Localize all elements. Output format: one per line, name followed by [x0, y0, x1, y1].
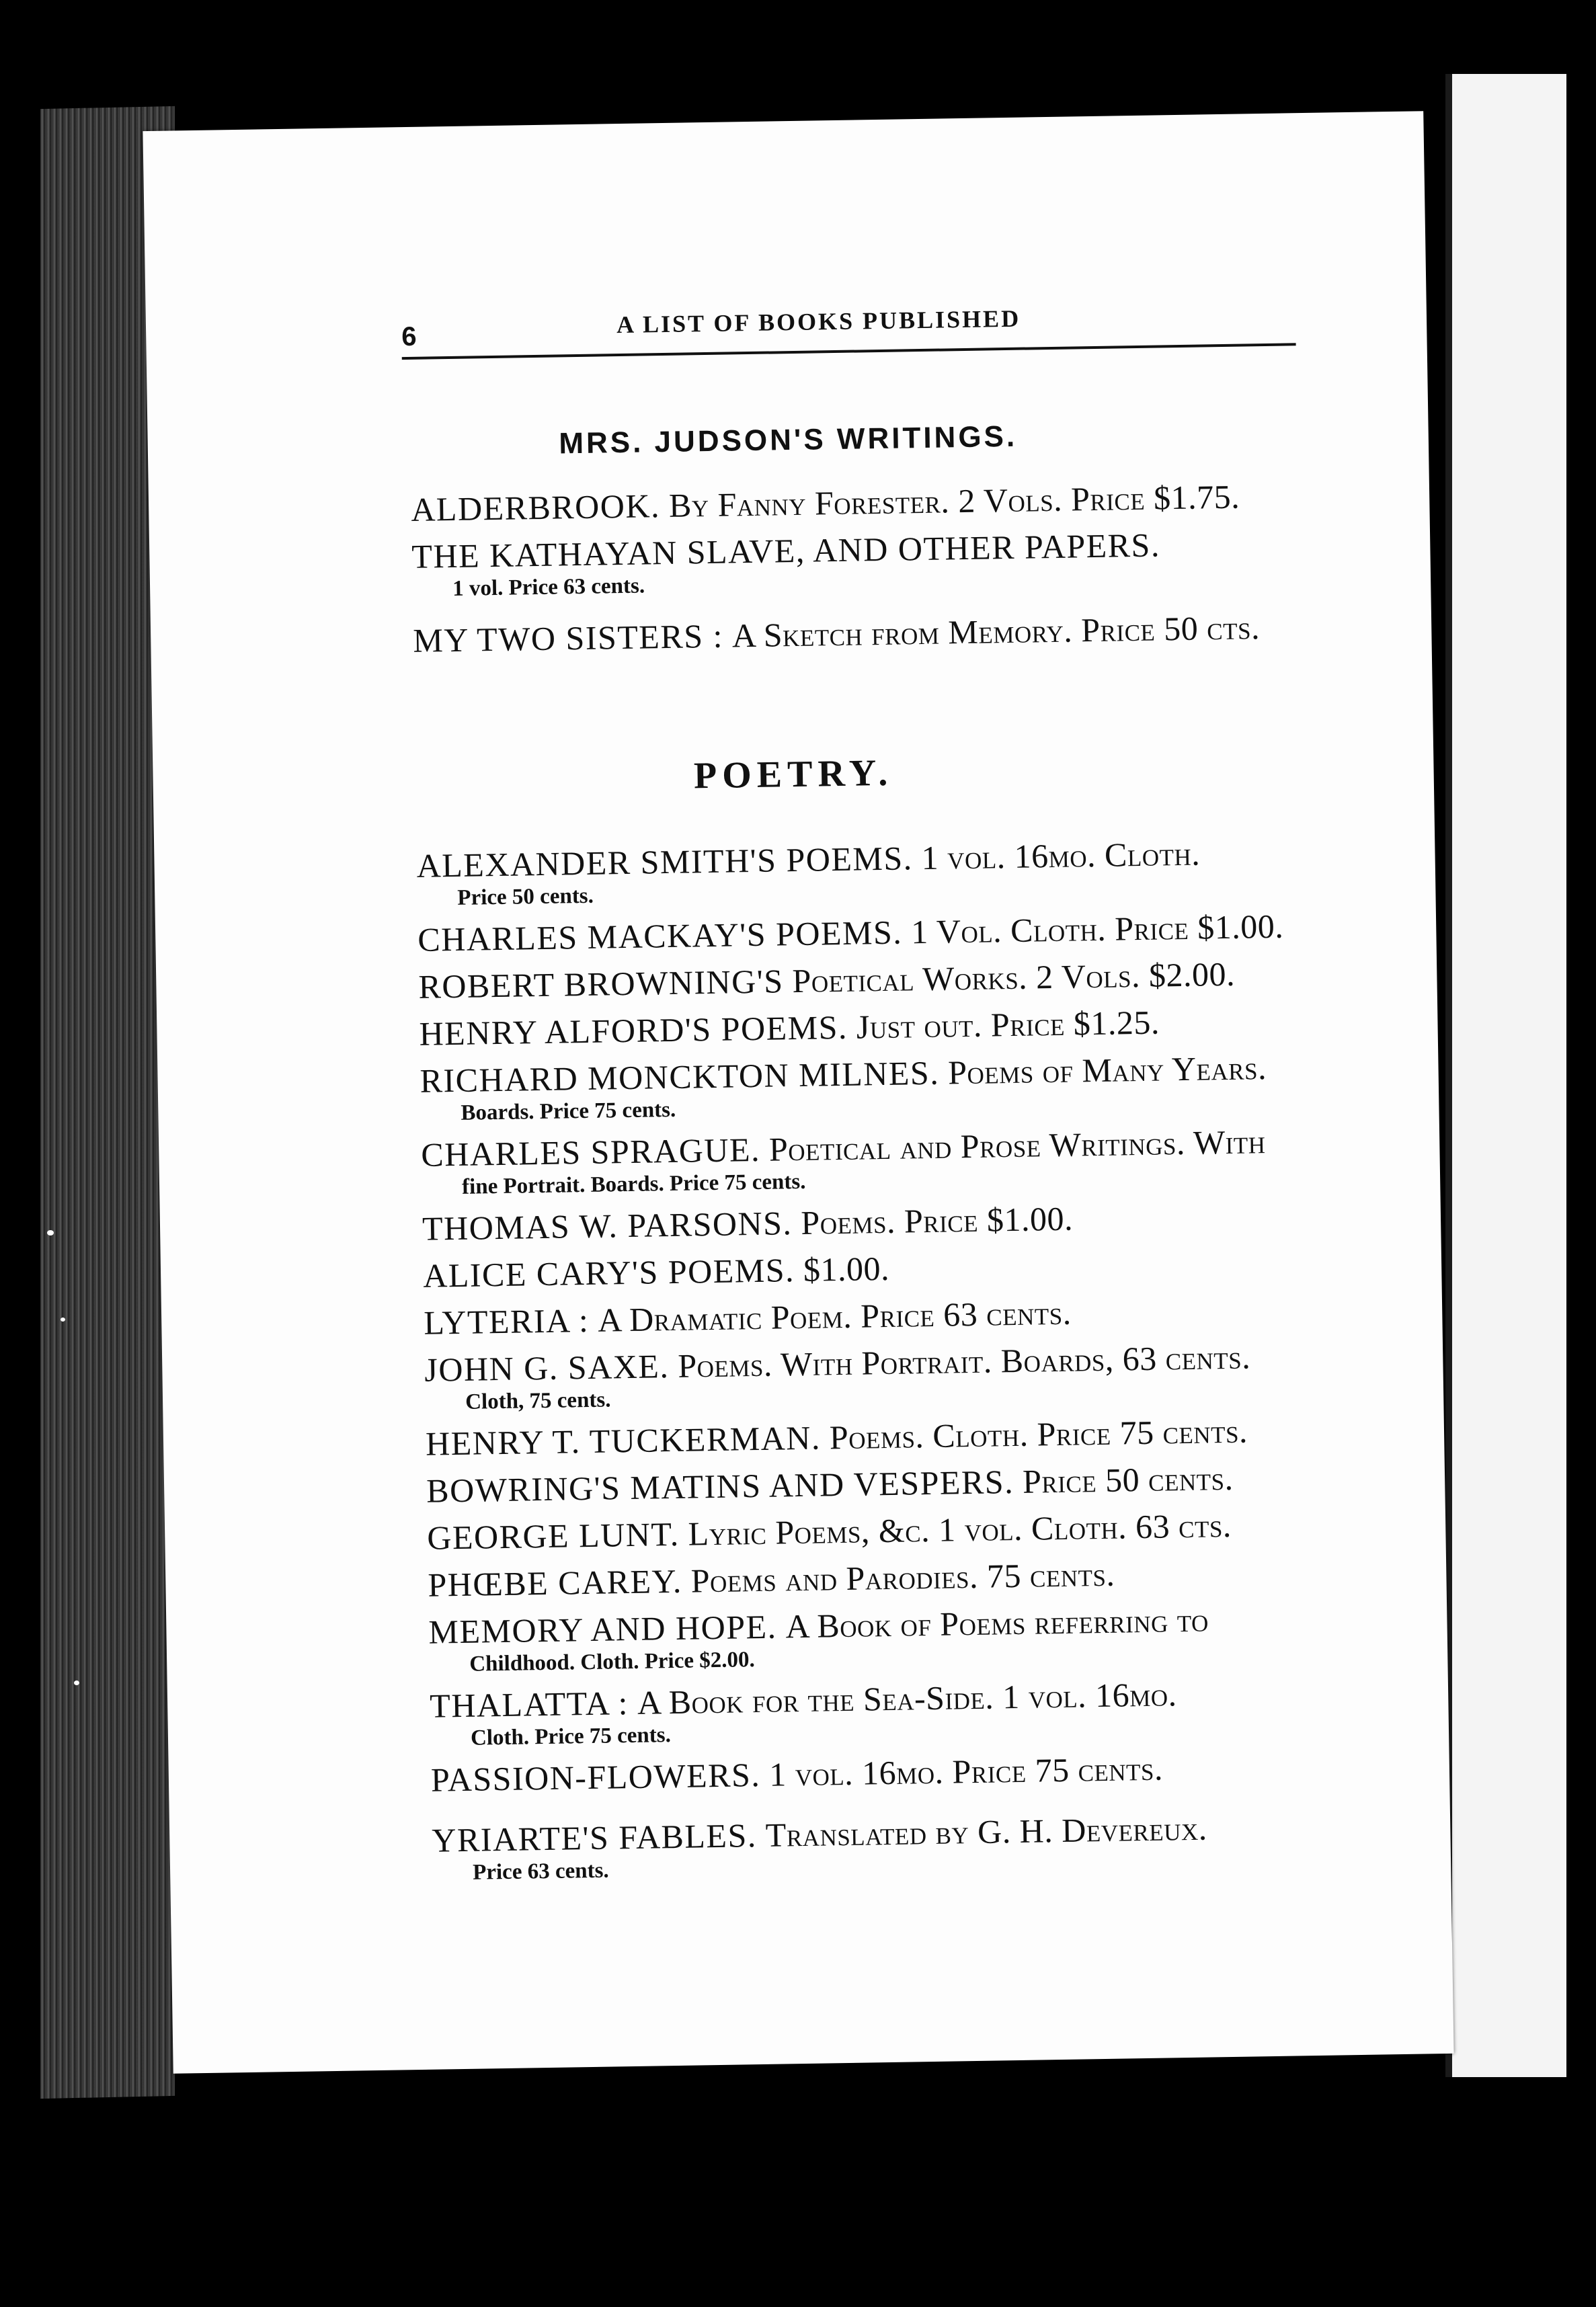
entry-subline: Price 50 cents. — [457, 883, 594, 910]
list-item — [411, 522, 1394, 603]
entry-title: MY TWO SISTERS : — [412, 616, 724, 659]
scan-speck — [47, 1230, 54, 1236]
entry-title: LYTERIA : — [423, 1301, 590, 1342]
entry-detail: By Fanny Forester. 2 Vols. Price $1.75. — [668, 477, 1240, 524]
list-item — [428, 1597, 1410, 1678]
entry-detail: Translated by G. H. Devereux. — [765, 1809, 1208, 1854]
entry-detail: Poems. Cloth. Price 75 cents. — [829, 1412, 1248, 1457]
entry-title: ROBERT BROWNING'S — [418, 962, 784, 1006]
list-item — [419, 999, 1401, 1053]
entry-title: BOWRING'S MATINS AND VESPERS. — [426, 1463, 1014, 1510]
entry-subline: Price 63 cents. — [472, 1858, 609, 1885]
list-item — [428, 1550, 1410, 1605]
list-item — [430, 1671, 1412, 1752]
list-item — [423, 1241, 1405, 1295]
entry-title: CHARLES MACKAY'S POEMS. — [417, 913, 903, 959]
entry-subline: fine Portrait. Boards. Price 75 cents. — [461, 1169, 806, 1199]
list-item — [432, 1806, 1414, 1887]
list-item — [416, 831, 1398, 912]
entry-detail: 1 vol. 16mo. Cloth. — [921, 834, 1201, 877]
entry-detail: Poems. Price $1.00. — [800, 1199, 1074, 1242]
page-header — [401, 294, 1303, 352]
entry-title: ALDERBROOK. — [410, 487, 661, 528]
entry-title: THE KATHAYAN SLAVE, AND OTHER PAPERS. — [411, 526, 1161, 575]
list-item — [427, 1503, 1409, 1557]
entry-title: PHŒBE CAREY. — [428, 1562, 683, 1604]
entry-title: JOHN G. SAXE. — [424, 1347, 670, 1389]
list-item — [424, 1288, 1406, 1342]
list-item — [426, 1456, 1408, 1510]
list-item — [421, 1120, 1403, 1201]
scan-speck — [74, 1681, 79, 1685]
scan-speck — [61, 1318, 65, 1322]
entry-detail: A Dramatic Poem. Price 63 cents. — [597, 1293, 1072, 1339]
section-title-poetry: POETRY. — [693, 752, 893, 797]
entry-title: RICHARD MONCKTON MILNES. — [420, 1053, 940, 1100]
entry-detail: A Book of Poems referring to — [785, 1601, 1209, 1646]
entry-subline: Childhood. Cloth. Price $2.00. — [469, 1648, 755, 1676]
entry-title: PASSION-FLOWERS. — [430, 1756, 761, 1799]
facing-page-edge — [1445, 74, 1566, 2077]
entry-subline: Cloth, 75 cents. — [465, 1387, 611, 1414]
entry-title: HENRY ALFORD'S POEMS. — [419, 1008, 848, 1053]
list-item — [426, 1409, 1408, 1463]
entry-subline: 1 vol. Price 63 cents. — [452, 573, 645, 601]
entry-title: GEORGE LUNT. — [426, 1514, 680, 1557]
entry-detail: A Sketch from Memory. Price 50 cts. — [731, 608, 1261, 655]
entry-detail: Just out. Price $1.25. — [856, 1003, 1160, 1046]
entry-title: MEMORY AND HOPE. — [428, 1607, 777, 1651]
list-item — [418, 952, 1400, 1006]
entry-detail: Poems. With Portrait. Boards, 63 cents. — [677, 1338, 1251, 1385]
entry-title: THALATTA : — [429, 1684, 629, 1725]
entry-subline: Cloth. Price 75 cents. — [470, 1723, 672, 1750]
list-item — [422, 1194, 1404, 1248]
header-rule — [402, 343, 1296, 360]
entry-title: YRIARTE'S FABLES. — [431, 1816, 758, 1859]
entry-detail: Poems and Parodies. 75 cents. — [690, 1555, 1115, 1600]
entry-detail: Poetical Works. 2 Vols. $2.00. — [792, 955, 1236, 1000]
list-item — [431, 1745, 1413, 1799]
entry-detail: Poetical and Prose Writings. With — [768, 1123, 1266, 1168]
entry-title: ALEXANDER SMITH'S POEMS. — [416, 839, 914, 885]
entry-title: ALICE CARY'S POEMS. — [422, 1251, 795, 1295]
page-number: 6 — [401, 321, 417, 352]
entry-detail: 1 Vol. Cloth. Price $1.00. — [910, 907, 1284, 951]
list-item — [413, 606, 1395, 660]
list-item — [420, 1046, 1402, 1127]
list-item — [424, 1335, 1406, 1416]
running-title: A LIST OF BOOKS PUBLISHED — [616, 305, 1021, 339]
entry-detail: 1 vol. 16mo. Price 75 cents. — [768, 1749, 1164, 1793]
list-item — [411, 475, 1393, 529]
entry-title: CHARLES SPRAGUE. — [420, 1130, 761, 1174]
entry-detail: Poems of Many Years. — [947, 1049, 1267, 1092]
book-page — [143, 111, 1453, 2074]
entry-detail: $1.00. — [803, 1249, 890, 1289]
list-item — [417, 905, 1400, 959]
entry-detail: Price 50 cents. — [1022, 1459, 1234, 1500]
section-title-judson: MRS. JUDSON'S WRITINGS. — [558, 419, 1018, 460]
entry-subline: Boards. Price 75 cents. — [461, 1097, 676, 1125]
entry-detail: Lyric Poems, &c. 1 vol. Cloth. 63 cts. — [688, 1506, 1232, 1553]
entry-title: HENRY T. TUCKERMAN. — [425, 1418, 822, 1463]
entry-detail: A Book for the Sea-Side. 1 vol. 16mo. — [637, 1675, 1177, 1722]
entry-title: THOMAS W. PARSONS. — [422, 1204, 793, 1248]
